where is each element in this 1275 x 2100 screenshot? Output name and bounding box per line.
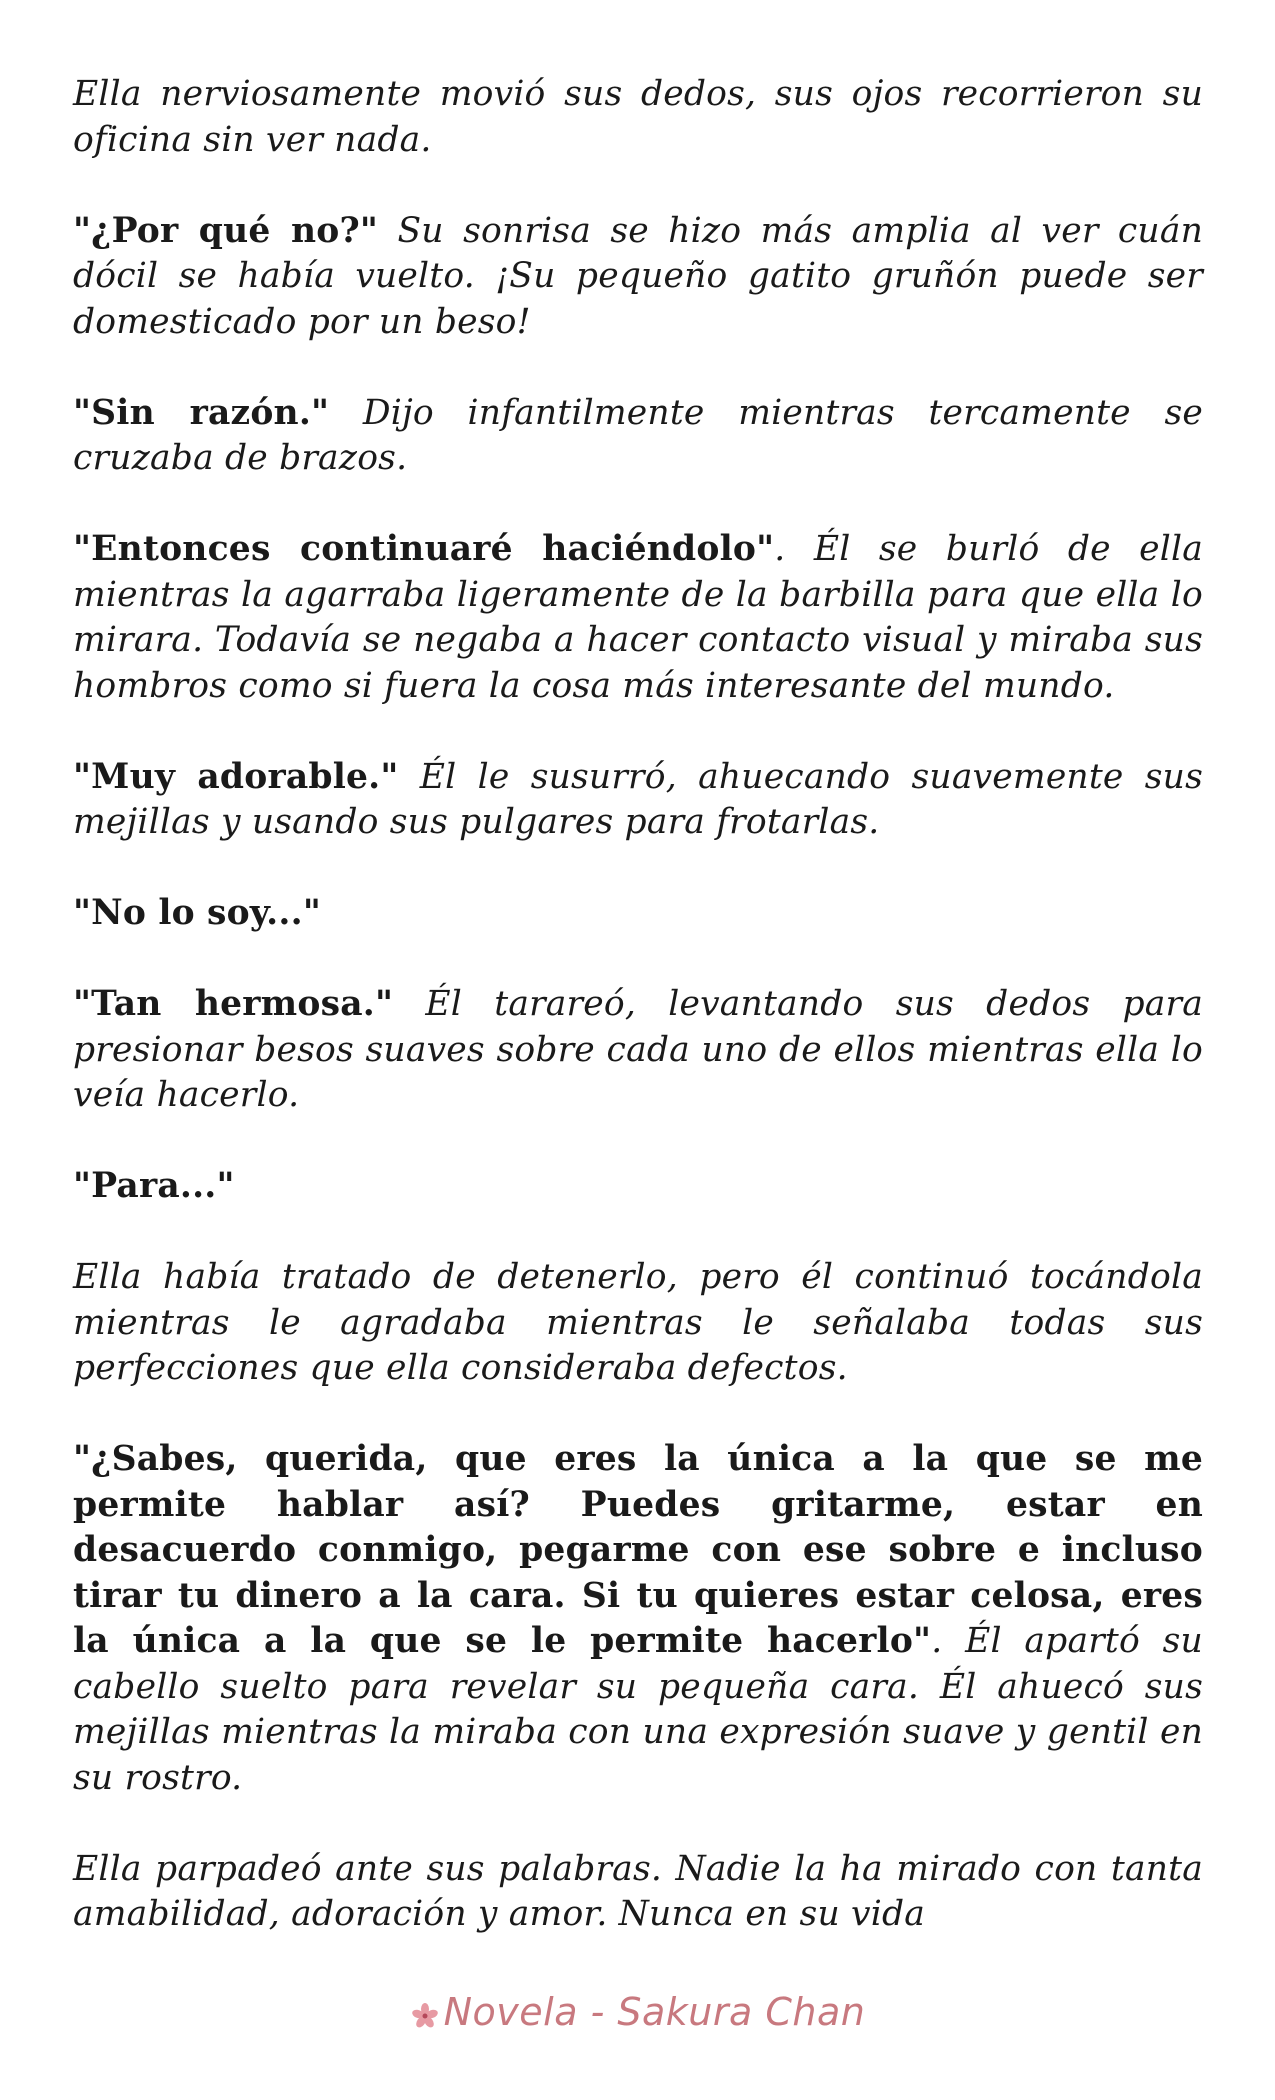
dialogue-text: "Muy adorable." (73, 756, 399, 797)
dialogue-text: "Entonces continuaré haciéndolo" (73, 529, 775, 569)
narration-text: Ella nerviosamente movió sus dedos, sus ojos recorrieron su oficina sin ver nada. (73, 74, 1203, 160)
dialogue-text: "Sin razón." (73, 392, 330, 433)
dialogue-text: "Tan hermosa." (73, 984, 394, 1024)
paragraph-7 (73, 982, 1203, 1119)
watermark-text: Novela - Sakura Chan (443, 1990, 866, 2034)
dialogue-text: "Para..." (73, 1166, 235, 1206)
paragraph-6 (73, 891, 1203, 937)
paragraph-9 (73, 1255, 1203, 1392)
sakura-flower-icon (410, 1996, 440, 2026)
paragraph-2 (73, 209, 1203, 346)
paragraph-8 (73, 1164, 1203, 1210)
narration-text: Ella parpadeó ante sus palabras. Nadie la ha mirado con tanta amabilidad, adoración y amor. Nunca en su vida (73, 1848, 1203, 1934)
narration-text: Su sonrisa se hizo más amplia al ver cuán dócil se había vuelto. ¡Su pequeño gatito gruñón puede ser domesticado por un beso! (73, 210, 1204, 342)
paragraph-11 (73, 1847, 1203, 1938)
narration-text: . Él apartó su cabello suelto para revelar su pequeña cara. Él ahuecó sus mejillas mientras la miraba con una expresión suave y gentil en su rostro. (73, 1621, 1203, 1798)
document-body (73, 72, 1203, 1983)
paragraph-5 (73, 755, 1203, 846)
narration-text: Él tarareó, levantando sus dedos para presionar besos suaves sobre cada uno de ellos mientras ella lo veía hacerlo. (73, 984, 1203, 1115)
dialogue-text: "¿Sabes, querida, que eres la única a la que se me permite hablar así? Puedes gritarme, estar en desacuerdo conmigo, pegarme con ese sobre e incluso tirar tu dinero a la cara. Si tu quieres estar celosa, eres la única a la que se le permite hacerlo" (73, 1439, 1203, 1661)
narration-text: . Él se burló de ella mientras la agarraba ligeramente de la barbilla para que ella lo mirara. Todavía se negaba a hacer contacto visual y miraba sus hombros como si fuera la cosa más interesante del mundo. (73, 529, 1203, 706)
paragraph-1 (73, 72, 1203, 163)
dialogue-text: "¿Por qué no?" (73, 210, 379, 251)
paragraph-10 (73, 1437, 1203, 1801)
dialogue-text: "No lo soy..." (73, 893, 321, 933)
paragraph-3 (73, 391, 1203, 482)
narration-text: Dijo infantilmente mientras tercamente se cruzaba de brazos. (73, 392, 1203, 478)
narration-text: Ella había tratado de detenerlo, pero él continuó tocándola mientras le agradaba mientras le señalaba todas sus perfecciones que ella consideraba defectos. (73, 1257, 1203, 1388)
watermark (0, 1990, 1275, 2034)
narration-text: Él le susurró, ahuecando suavemente sus mejillas y usando sus pulgares para frotarlas. (73, 756, 1203, 842)
paragraph-4 (73, 527, 1203, 709)
